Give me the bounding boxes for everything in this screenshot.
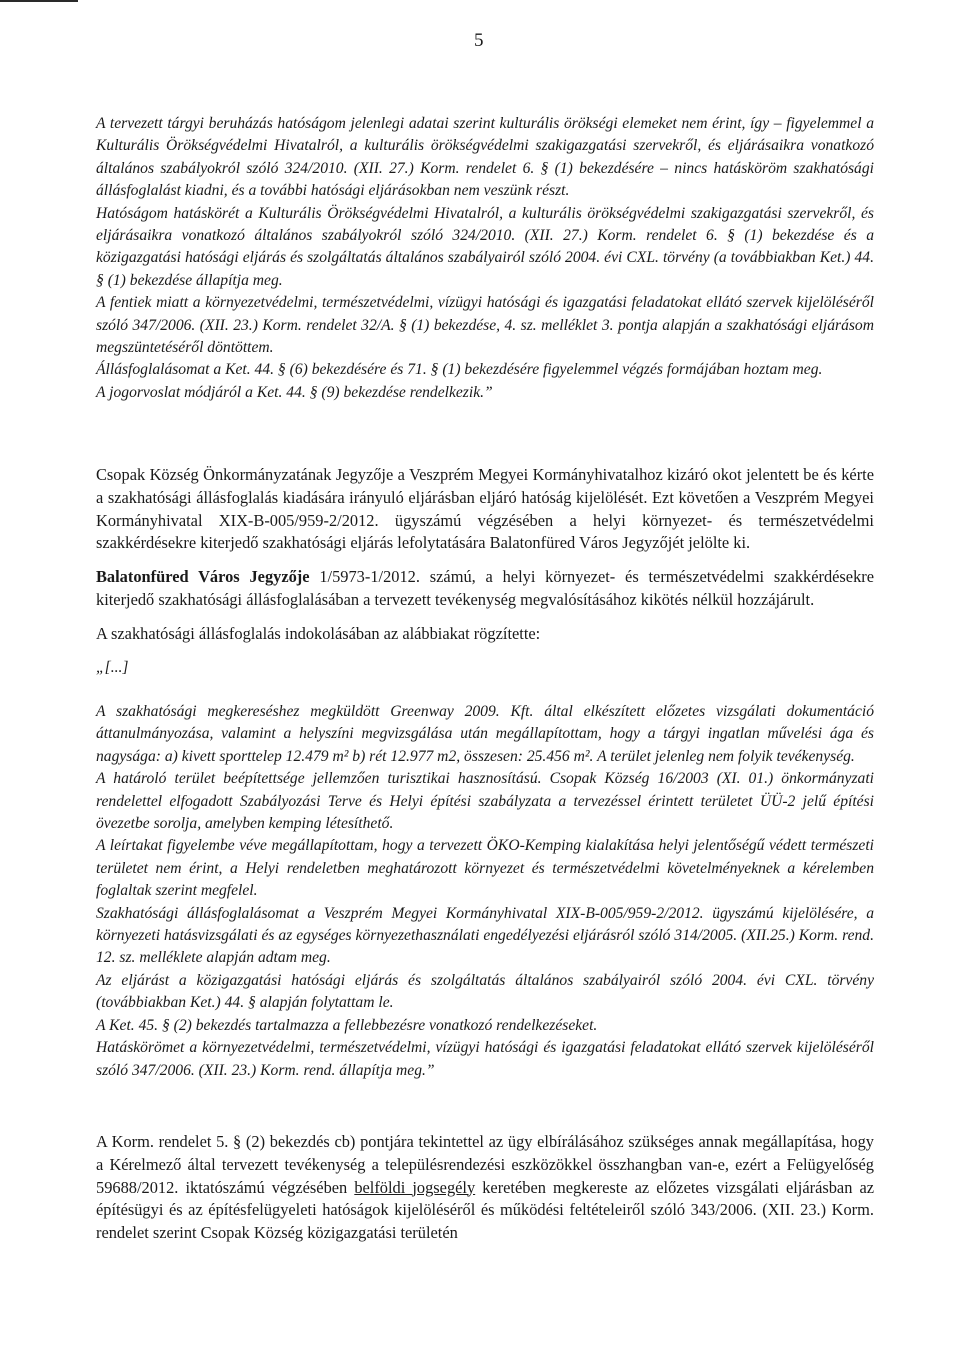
top-rule — [0, 0, 78, 2]
legal-assistance-section — [96, 1131, 874, 1245]
paragraph-reasoning-intro: A szakhatósági állásfoglalás indokolásában az alábbiakat rögzítette: — [96, 623, 541, 643]
paragraph-competence: Hatáskörömet a környezetvédelmi, természetvédelmi, vízügyi hatósági és igazgatási feladatokat ellátó szervek kijelöléséről szóló 347/2006. (XII. 23.) Korm. rend. állapítja meg.” — [96, 1039, 874, 1079]
paragraph-designation: Csopak Község Önkormányzatának Jegyzője a Veszprém Megyei Kormányhivatalhoz kizáró okot jelentett be és kérte a szakhatósági állásfoglalás kiadására irányuló eljárásban eljáró hatóság kijelölését. Ezt követően a Veszprém Megyei Kormányhivatal XIX-B-005/959-2/2012. ügyszámú végzésében a helyi környezet- és természetvédelmi szakkérdésekre kiterjedő szakhatósági eljárás lefolytatására Balatonfüred Város Jegyzőjét jelölte ki. — [96, 465, 874, 553]
legal-assistance-term: belföldi jogsegély — [354, 1177, 476, 1197]
paragraph-appeal: A Ket. 45. § (2) bekezdés tartalmazza a fellebbezésre vonatkozó rendelkezéseket. — [96, 1016, 598, 1034]
paragraph-compliance: A leírtakat figyelembe véve megállapítottam, hogy a tervezett ÖKO-Kemping kialakítása helyi jelentőségű védett természeti területet nem érint, a Helyi rendeletben meghatározott környezet és természetvédelmi követelményeknek a kérelemben foglaltak szerint megfelel. — [96, 837, 874, 900]
paragraph-procedure: Az eljárást a közigazgatási hatósági eljárás és szolgáltatás általános szabályairól szóló 2004. évi CXL. törvény (továbbiakban Ket.) 44. § alapján folytattam le. — [96, 971, 874, 1012]
paragraph-termination: A fentiek miatt a környezetvédelmi, természetvédelmi, vízügyi hatósági és igazgatási feladatokat ellátó szervek kijelöléséről szóló 347/2006. (XII. 23.) Korm. rendelet 32/A. § (1) bekezdése, 4. sz. melléklet 3. pontja alapján a szakhatósági eljárásom megszüntetéséről döntöttem. — [96, 294, 874, 357]
quoted-decision-section — [96, 113, 874, 404]
quote-opening: „[...] — [96, 658, 129, 676]
paragraph-legal-remedy: A jogorvoslat módjáról a Ket. 44. § (9) bekezdése rendelkezik.” — [96, 383, 493, 401]
legal-assistance-text-2: keretében megkereste az előzetes vizsgálati eljárásban az építésügyi és az építésfelügyeleti hatóságok kijelöléséről és működési feltételeiről szóló 343/2006. (XII. 23.) Korm. rendelet szerint Csopak Község közigazgatási területén — [96, 1177, 875, 1243]
page-number: 5 — [474, 30, 484, 51]
paragraph-ruling-form: Állásfoglalásomat a Ket. 44. § (6) bekezdésére és 71. § (1) bekezdésére figyelemmel végzés formájában hoztam meg. — [96, 361, 823, 379]
consent-text: 1/5973-1/2012. számú, a helyi környezet- és természetvédelmi szakkérdésekre kiterjedő szakhatósági állásfoglalásában a tervezett tevékenység megvalósításához kikötés nélkül hozzájárult. — [96, 567, 875, 609]
paragraph-legal-assistance — [96, 1131, 874, 1245]
authority-name: Balatonfüred Város Jegyzője — [96, 567, 310, 587]
reasoning-quote-section — [96, 701, 874, 1082]
paragraph-authority-competence: Hatóságom hatáskörét a Kulturális Örökségvédelmi Hivatalról, a kulturális örökségvédelmi szakigazgatási szervekről, és eljárásaikra vonatkozó általános szabályokról szóló 324/2010. (XII. 27.) Korm. rendelet 6. § (1) bekezdése és a közigazgatási hatósági eljárás és szolgáltatás általános szabályairól szóló 2004. évi CXL. törvény (a továbbiakban Ket.) 44. § (1) bekezdése állapítja meg. — [96, 204, 874, 289]
paragraph-site-survey: A szakhatósági megkereséshez megküldött Greenway 2009. Kft. által elkészített előzetes vizsgálati dokumentáció áttanulmányozása, valamint a helyszíni megvizsgálása után megállapítottam, hogy a tárgyi ingatlan művelési ága és nagysága: a) kivett sporttelep 12.479 m² b) rét 12.977 m2, összesen: 25.456 m². A terület jelenleg nem folyik tevékenység. — [96, 703, 874, 765]
legal-assistance-text-1: A Korm. rendelet 5. § (2) bekezdés cb) pontjára tekintettel az ügy elbírálásához szükséges annak megállapítása, hogy a Kérelmező által tervezett tevékenység a településrendezési eszközökkel összhangban van-e, ezért a Felügyelőség 59688/2012. iktatószámú végzésében — [96, 1132, 874, 1197]
paragraph-zoning: A határoló terület beépítettsége jellemzően turisztikai hasznosítású. Csopak Község 16/2003 (XI. 01.) önkormányzati rendelettel elfogadott Szabályozási Terve és Helyi építési szabályzata a tervezéssel érintett területet ÜÜ-2 jelű építési övezetbe sorolja, amelyben kemping létesíthető. — [96, 770, 874, 833]
paragraph-heritage-scope: A tervezett tárgyi beruházás hatóságom jelenlegi adatai szerint kulturális örökségi elemeket nem érint, így – figyelemmel a Kulturális Örökségvédelmi Hivatalról, a kulturális örökségvédelmi szakigazgatási szervekről, és eljárásaikra vonatkozó általános szabályokról szóló 324/2010. (XII. 27.) Korm. rendelet 6. § (1) bekezdésére – nincs hatásköröm szakhatósági állásfoglalást kiadni, és a további hatósági eljárásokban nem veszünk részt. — [96, 115, 874, 200]
paragraph-consent — [96, 566, 874, 612]
designation-section — [96, 464, 874, 679]
paragraph-designation-basis: Szakhatósági állásfoglalásomat a Veszprém Megyei Kormányhivatal XIX-B-005/959-2/2012. ügyszámú kijelölésére, a környezeti hatásvizsgálati és az egységes környezethasználati engedélyezési eljárásról szóló 314/2005. (XII.25.) Korm. rend. 12. sz. melléklete alapján adtam meg. — [96, 904, 874, 967]
